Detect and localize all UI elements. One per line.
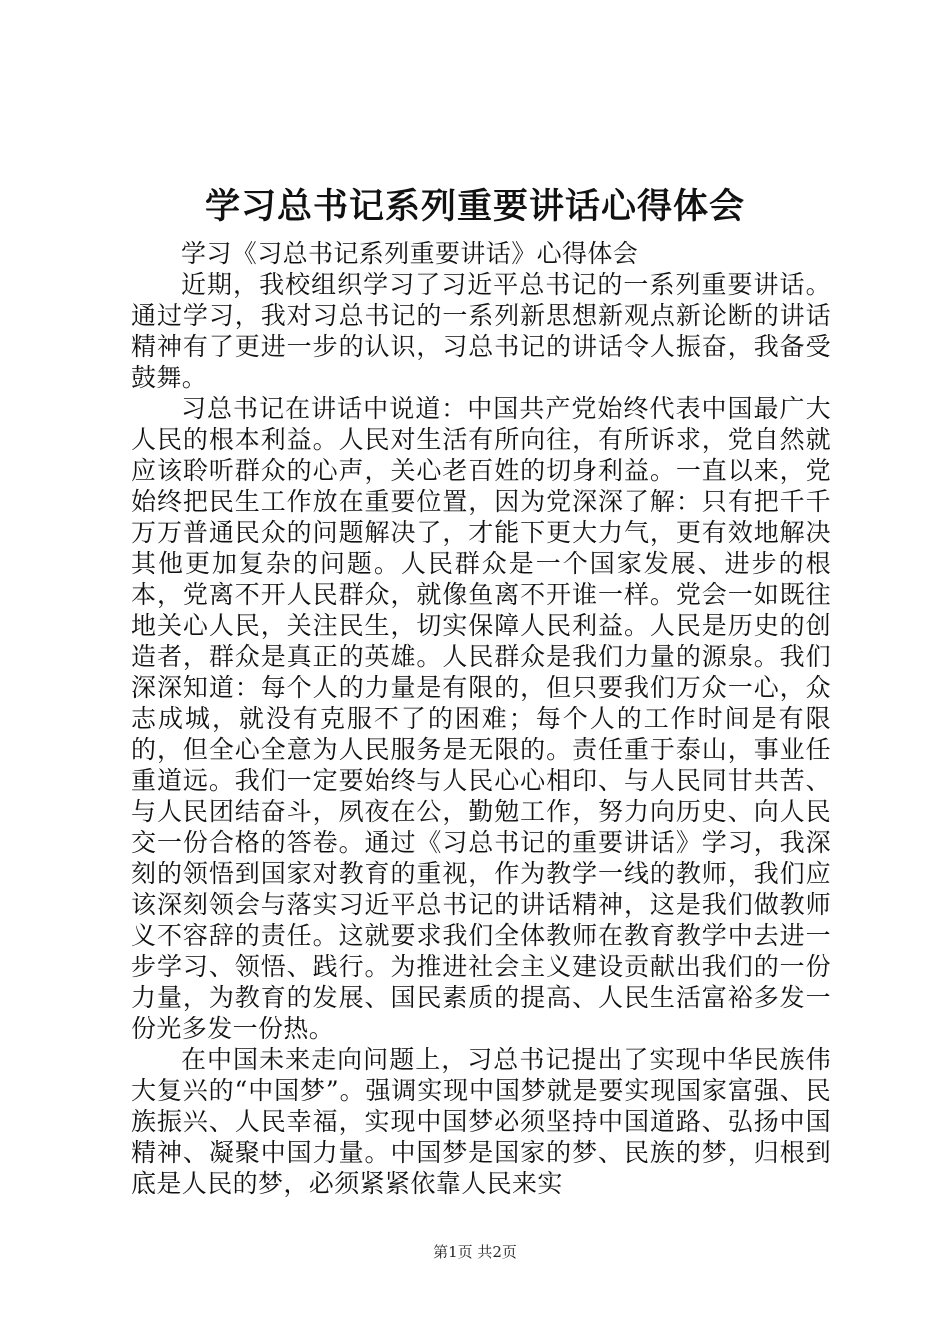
document-subtitle: 学习《习总书记系列重要讲话》心得体会: [181, 239, 639, 268]
document-body: [131, 238, 831, 1199]
paragraph-2: 习总书记在讲话中说道：中国共产党始终代表中国最广大人民的根本利益。人民对生活有所向往，有所诉求，党自然就应该聆听群众的心声，关心老百姓的切身利益。一直以来，党始终把民生工作放在重要位置，因为党深深了解：只有把千千万万普通民众的问题解决了，才能下更大力气，更有效地解决其他更加复杂的问题。人民群众是一个国家发展、进步的根本，党离不开人民群众，就像鱼离不开谁一样。党会一如既往地关心人民，关注民生，切实保障人民利益。人民是历史的创造者，群众是真正的英雄。人民群众是我们力量的源泉。我们深深知道：每个人的力量是有限的，但只要我们万众一心，众志成城，就没有克服不了的困难；每个人的工作时间是有限的，但全心全意为人民服务是无限的。责任重于泰山，事业任重道远。我们一定要始终与人民心心相印、与人民同甘共苦、与人民团结奋斗，夙夜在公，勤勉工作，努力向历史、向人民交一份合格的答卷。通过《习总书记的重要讲话》学习，我深刻的领悟到国家对教育的重视，作为教学一线的教师，我们应该深刻领会与落实习近平总书记的讲话精神，这是我们做教师义不容辞的责任。这就要求我们全体教师在教育教学中去进一步学习、领悟、践行。为推进社会主义建设贡献出我们的一份力量，为教育的发展、国民素质的提高、人民生活富裕多发一份光多发一份热。: [131, 394, 831, 1043]
document-title: 学习总书记系列重要讲话心得体会: [204, 186, 745, 227]
paragraph-3: 在中国未来走向问题上，习总书记提出了实现中华民族伟大复兴的“中国梦”。强调实现中国梦就是要实现国家富强、民族振兴、人民幸福，实现中国梦必须坚持中国道路、弘扬中国精神、凝聚中国力量。中国梦是国家的梦、民族的梦，归根到底是人民的梦，必须紧紧依靠人民来实: [131, 1045, 831, 1198]
page-number-footer: 第1页 共2页: [433, 1243, 517, 1261]
paragraph-1: 近期，我校组织学习了习近平总书记的一系列重要讲话。通过学习，我对习总书记的一系列新思想新观点新论断的讲话精神有了更进一步的认识，习总书记的讲话令人振奋，我备受鼓舞。: [131, 270, 831, 392]
